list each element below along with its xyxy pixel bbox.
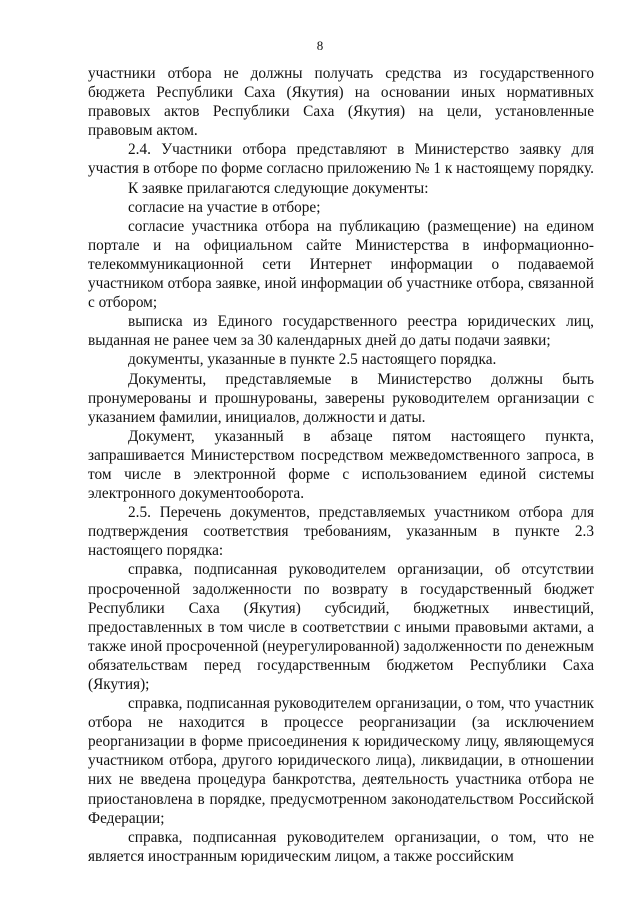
list-item-consent-participation: согласие на участие в отборе; xyxy=(128,198,321,216)
list-item-consent-publication: согласие участника отбора на публикацию (размещение) на едином портале и на официальном сайте Министерства в информационно-телекоммуникационной сети Интернет информации о подаваемой участником отбора заявке, иной информации об участнике отбора, связанной с отбором; xyxy=(88,217,594,312)
list-item-reorganization-certificate: справка, подписанная руководителем организации, о том, что участник отбора не находится в процессе реорганизации (за исключением реорганизации в форме присоединения к юридическому лицу, являющемуся участником отбора, другого юридического лица), ликвидации, в отношении них не введена процедура банкротства, деятельность участника отбора не приостановлена в порядке, предусмотренном законодательством Российской Федерации; xyxy=(88,695,594,827)
paragraph-interagency-request: Документ, указанный в абзаце пятом настоящего пункта, запрашивается Министерством посредством межведомственного запроса, в том числе в электронной форме с использованием единой системы электронного документооборота. xyxy=(88,427,594,503)
paragraph-documents-certification: Документы, представляемые в Министерство должны быть пронумерованы и прошнурованы, заверены руководителем организации с указанием фамилии, инициалов, должности и даты. xyxy=(88,370,594,426)
paragraph-eligibility-continuation: участники отбора не должны получать средства из государственного бюджета Республики Саха (Якутия) на основании иных нормативных правовых актов Республики Саха (Якутия) на цели, установленные правовым актом. xyxy=(88,65,594,140)
paragraph-attachments-intro: К заявке прилагаются следующие документы: xyxy=(128,179,429,197)
paragraph-2-4: 2.4. Участники отбора представляют в Министерство заявку для участия в отборе по форме согласно приложению № 1 к настоящему порядку. xyxy=(88,141,594,178)
list-item-foreign-entity-certificate: справка, подписанная руководителем организации, о том, что не является иностранным юридическим лицом, а также российским xyxy=(88,828,594,865)
list-item-debt-certificate: справка, подписанная руководителем организации, об отсутствии просроченной задолженности по возврату в государственный бюджет Республики Саха (Якутия) субсидий, бюджетных инвестиций, предоставленных в том числе в соответствии с иными правовыми актами, а также иной просроченной (неурегулированной) задолженности по денежным обязательствам перед государственным бюджетом Республики Саха (Якутия); xyxy=(88,561,594,693)
list-item-documents-2-5: документы, указанные в пункте 2.5 настоящего порядка. xyxy=(128,351,497,369)
document-body xyxy=(88,64,594,866)
paragraph-2-5: 2.5. Перечень документов, представляемых участником отбора для подтверждения соответствия требованиям, указанным в пункте 2.3 настоящего порядка: xyxy=(88,504,594,560)
list-item-registry-extract: выписка из Единого государственного реестра юридических лиц, выданная не ранее чем за 30 календарных дней до даты подачи заявки; xyxy=(88,313,594,350)
page-number: 8 xyxy=(316,38,324,53)
